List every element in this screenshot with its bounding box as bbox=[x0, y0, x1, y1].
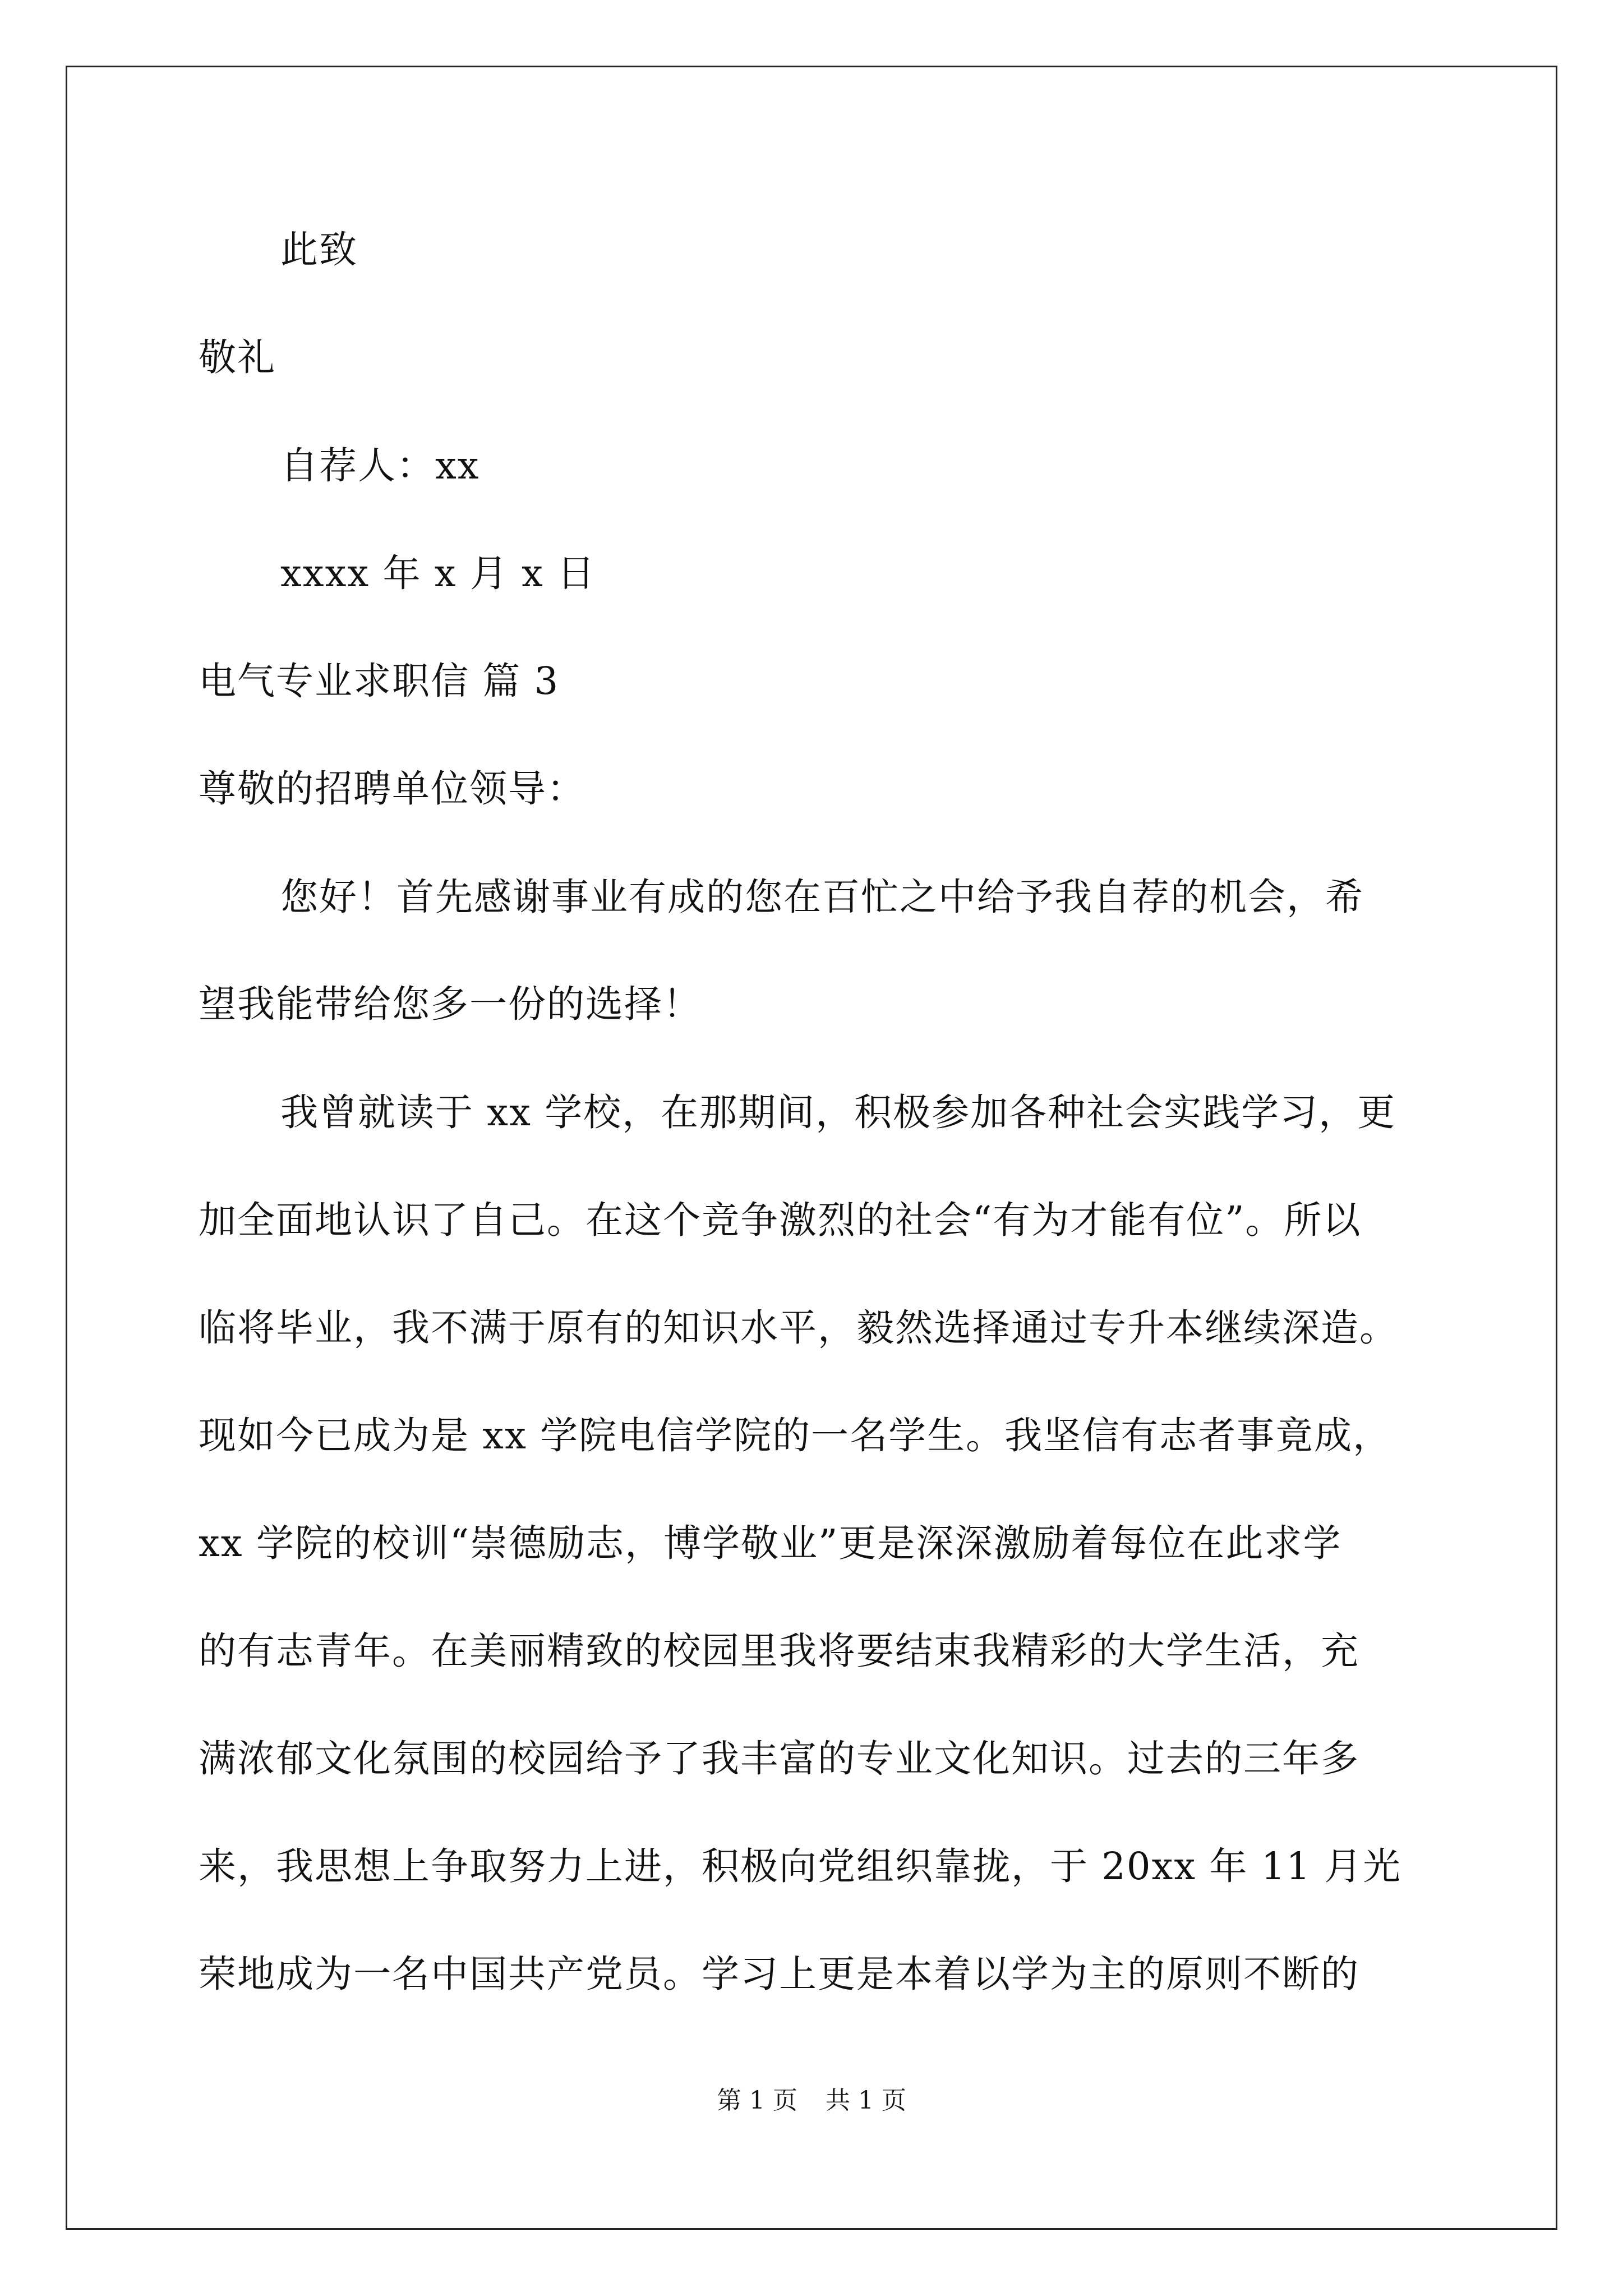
paragraph-line: 望我能带给您多一份的选择！ bbox=[199, 982, 702, 1026]
paragraph-line: 荣地成为一名中国共产党员。学习上更是本着以学为主的原则不断的 bbox=[199, 1952, 1359, 1996]
signer-line: 自荐人：xx bbox=[280, 444, 480, 487]
paragraph-line: 加全面地认识了自己。在这个竞争激烈的社会“有为才能有位”。所以 bbox=[199, 1198, 1362, 1242]
paragraph-line: 现如今已成为是 xx 学院电信学院的一名学生。我坚信有志者事竟成， bbox=[199, 1414, 1392, 1457]
closing-regards: 敬礼 bbox=[199, 335, 276, 379]
paragraph-line: 来，我思想上争取努力上进，积极向党组织靠拢，于 20xx 年 11 月光 bbox=[199, 1844, 1402, 1888]
paragraph-line: 的有志青年。在美丽精致的校园里我将要结束我精彩的大学生活，充 bbox=[199, 1629, 1359, 1673]
page-number: 第 1 页 bbox=[717, 2086, 797, 2115]
paragraph-line: 临将毕业，我不满于原有的知识水平，毅然选择通过专升本继续深造。 bbox=[199, 1306, 1398, 1350]
paragraph-line: xx 学院的校训“崇德励志，博学敬业”更是深深激励着每位在此求学 bbox=[199, 1521, 1342, 1565]
section-heading: 电气专业求职信 篇 3 bbox=[199, 659, 560, 703]
date-line: xxxx 年 x 月 x 日 bbox=[280, 551, 596, 595]
paragraph-line: 我曾就读于 xx 学校，在那期间，积极参加各种社会实践学习，更 bbox=[280, 1091, 1396, 1134]
page-footer bbox=[0, 2084, 1623, 2118]
paragraph-line: 您好！首先感谢事业有成的您在百忙之中给予我自荐的机会，希 bbox=[280, 875, 1364, 919]
paragraph-line: 满浓郁文化氛围的校园给予了我丰富的专业文化知识。过去的三年多 bbox=[199, 1737, 1359, 1780]
greeting-line: 尊敬的招聘单位领导： bbox=[199, 767, 585, 811]
closing-salutation: 此致 bbox=[280, 228, 358, 272]
page-total: 共 1 页 bbox=[826, 2086, 906, 2115]
page-frame bbox=[66, 66, 1557, 2230]
